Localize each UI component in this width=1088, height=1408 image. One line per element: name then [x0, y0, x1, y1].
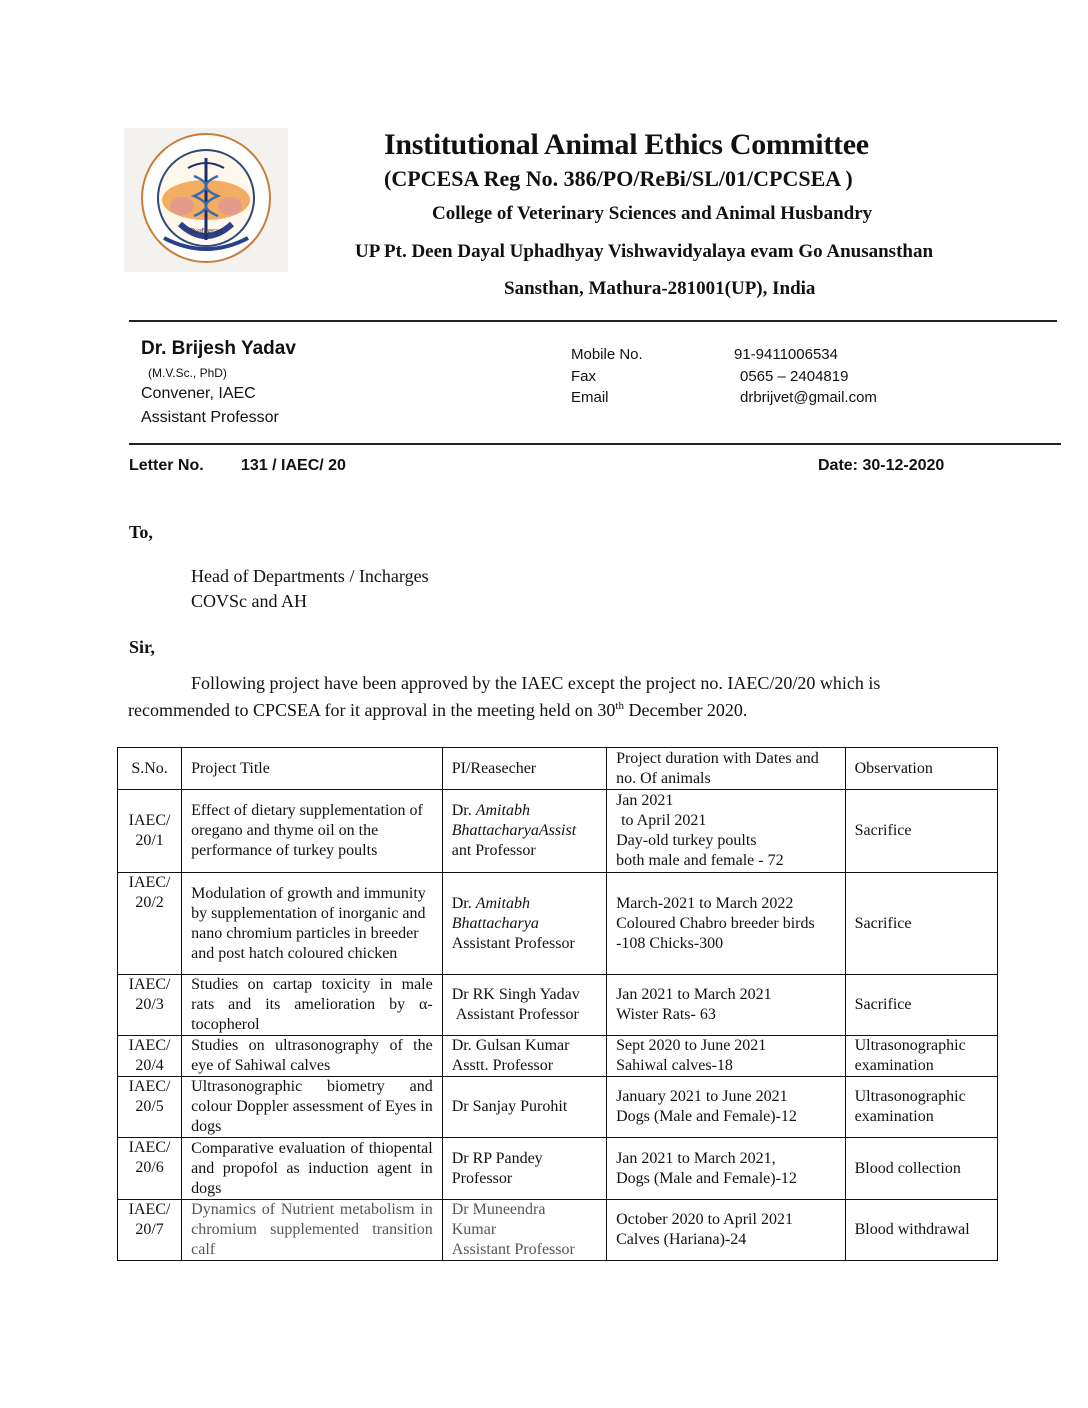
- convener-designation: Assistant Professor: [141, 409, 279, 426]
- pi-line: Professor: [451, 1169, 513, 1187]
- pi-name: Amitabh BhattacharyaAssist: [451, 802, 577, 839]
- convener-name: Dr. Brijesh Yadav: [141, 338, 296, 359]
- contact-divider: [129, 443, 1061, 445]
- cell-observation: Ultrasonographic examination: [845, 1036, 997, 1077]
- duration-line: Coloured Chabro breeder birds -108 Chicks-300: [616, 914, 815, 952]
- duration-line: January 2021 to June 2021: [616, 1088, 788, 1105]
- cell-sno: IAEC/ 20/5: [118, 1077, 182, 1138]
- cell-pi: Dr Sanjay Purohit: [442, 1077, 606, 1138]
- paragraph-text: Following project have been approved by the IAEC except the project no. IAEC/20/20 which is recommended to CPCSEA for it approval in the meeting held on 30: [128, 673, 881, 720]
- header-pi: PI/Reasecher: [442, 748, 606, 790]
- duration-line: Sahiwal calves-18: [616, 1057, 733, 1074]
- convener-qualification: (M.V.Sc., PhD): [148, 366, 227, 380]
- registration-number: (CPCESA Reg No. 386/PO/ReBi/SL/01/CPCSEA ): [384, 166, 853, 191]
- cell-sno: IAEC/ 20/4: [118, 1036, 182, 1077]
- cell-duration: [607, 1138, 846, 1200]
- pi-prefix: Dr.: [451, 894, 476, 912]
- cell-sno: IAEC/ 20/7: [118, 1200, 182, 1261]
- cell-duration: [607, 1036, 846, 1077]
- cell-duration: [607, 975, 846, 1036]
- letter-number: 131 / IAEC/ 20: [241, 457, 346, 474]
- university-address: Sansthan, Mathura-281001(UP), India: [504, 278, 816, 299]
- cell-sno: IAEC/ 20/1: [118, 790, 182, 873]
- pi-line: Dr RP Pandey: [451, 1149, 543, 1167]
- duration-line: Sept 2020 to June 2021: [616, 1037, 767, 1054]
- duration-line: to April 2021: [621, 812, 707, 829]
- salutation: Sir,: [129, 637, 155, 657]
- cell-observation: Ultrasonographic examination: [845, 1077, 997, 1138]
- pi-line: Assistant Professor: [455, 1006, 579, 1023]
- duration-line: Wister Rats- 63: [616, 1006, 716, 1023]
- pi-line: Asstt. Professor: [451, 1057, 554, 1074]
- header-sno: S.No.: [118, 748, 182, 790]
- duration-line: both male and female - 72: [616, 852, 784, 869]
- letter-number-label: Letter No.: [129, 457, 204, 474]
- pi-suffix: ant Professor: [451, 842, 536, 859]
- cell-pi: [442, 873, 606, 975]
- cell-duration: [607, 873, 846, 975]
- cell-sno: IAEC/ 20/3: [118, 975, 182, 1036]
- letter-date: Date: 30-12-2020: [818, 457, 945, 474]
- table-row: [118, 1036, 998, 1077]
- table-row: [118, 975, 998, 1036]
- header-project-title: Project Title: [182, 748, 443, 790]
- cell-project-title: Dynamics of Nutrient metabolism in chromium supplemented transition calf: [182, 1200, 443, 1261]
- addressee-line-2: COVSc and AH: [191, 591, 307, 611]
- pi-line: Assistant Professor: [451, 1241, 575, 1258]
- table-header-row: [118, 748, 998, 790]
- duration-line: Calves (Hariana)-24: [616, 1231, 747, 1248]
- cell-pi: [442, 790, 606, 873]
- cell-observation: Sacrifice: [845, 975, 997, 1036]
- cell-project-title: Studies on ultrasonography of the eye of Sahiwal calves: [182, 1036, 443, 1077]
- cell-pi: [442, 1138, 606, 1200]
- table-row: [118, 1200, 998, 1261]
- cell-pi: [442, 1036, 606, 1077]
- cell-observation: Sacrifice: [845, 873, 997, 975]
- cell-observation: Sacrifice: [845, 790, 997, 873]
- university-name: UP Pt. Deen Dayal Uphadhyay Vishwavidyalaya evam Go Anusansthan: [355, 241, 934, 262]
- ordinal-suffix: th: [615, 700, 624, 712]
- cell-project-title: Modulation of growth and immunity by supplementation of inorganic and nano chromium particles in breeder and post hatch coloured chicken: [182, 873, 443, 975]
- college-name: College of Veterinary Sciences and Animal Husbandry: [432, 203, 873, 224]
- cell-observation: Blood withdrawal: [845, 1200, 997, 1261]
- mobile-label: Mobile No.: [571, 346, 643, 363]
- mobile-number: 91-9411006534: [734, 346, 838, 363]
- table-row: [118, 790, 998, 873]
- duration-line: March-2021 to March 2022: [616, 894, 794, 912]
- duration-line: Jan 2021 to March 2021,: [616, 1149, 776, 1167]
- table-row: [118, 1138, 998, 1200]
- cell-pi: [442, 975, 606, 1036]
- duration-line: Jan 2021: [616, 792, 674, 809]
- cell-sno: IAEC/ 20/6: [118, 1138, 182, 1200]
- cell-project-title: Studies on cartap toxicity in male rats and its amelioration by α-tocopherol: [182, 975, 443, 1036]
- paragraph-text-end: December 2020.: [623, 700, 748, 720]
- cell-duration: [607, 790, 846, 873]
- cell-duration: [607, 1077, 846, 1138]
- duration-line: October 2020 to April 2021: [616, 1211, 793, 1228]
- projects-table: [117, 747, 998, 1261]
- duration-line: Dogs (Male and Female)-12: [616, 1108, 797, 1125]
- addressee-line-1: Head of Departments / Incharges: [191, 566, 429, 586]
- seal-text: विश्वविद्यालय: [189, 228, 223, 236]
- pi-prefix: Dr.: [451, 802, 476, 819]
- pi-line: Dr. Gulsan Kumar: [451, 1037, 570, 1054]
- cell-pi: [442, 1200, 606, 1261]
- header-divider: [129, 320, 1057, 322]
- body-paragraph: [128, 672, 968, 722]
- university-seal-logo: [124, 128, 288, 272]
- pi-line: Dr RK Singh Yadav: [451, 986, 580, 1003]
- convener-role: Convener, IAEC: [141, 385, 256, 402]
- cell-observation: Blood collection: [845, 1138, 997, 1200]
- duration-line: Dogs (Male and Female)-12: [616, 1169, 797, 1187]
- cell-project-title: Comparative evaluation of thiopental and propofol as induction agent in dogs: [182, 1138, 443, 1200]
- duration-line: Jan 2021 to March 2021: [616, 986, 772, 1003]
- fax-number: 0565 – 2404819: [740, 368, 849, 385]
- header-duration: Project duration with Dates and no. Of animals: [607, 748, 846, 790]
- cell-project-title: Ultrasonographic biometry and colour Doppler assessment of Eyes in dogs: [182, 1077, 443, 1138]
- pi-line: Kumar: [451, 1221, 497, 1238]
- table-row: [118, 1077, 998, 1138]
- pi-suffix: Assistant Professor: [451, 934, 575, 952]
- cell-duration: [607, 1200, 846, 1261]
- cell-project-title: Effect of dietary supplementation of oregano and thyme oil on the performance of turkey poults: [182, 790, 443, 873]
- pi-line: Dr Muneendra: [451, 1201, 546, 1218]
- header-observation: Observation: [845, 748, 997, 790]
- pi-name: Amitabh Bhattacharya: [451, 894, 539, 932]
- committee-title: Institutional Animal Ethics Committee: [384, 128, 869, 161]
- duration-line: Day-old turkey poults: [616, 832, 757, 849]
- email-label: Email: [571, 389, 609, 406]
- email-address: drbrijvet@gmail.com: [740, 389, 877, 406]
- to-line: To,: [129, 522, 153, 542]
- cell-sno: IAEC/ 20/2: [118, 873, 182, 975]
- table-row: [118, 873, 998, 975]
- fax-label: Fax: [571, 368, 597, 385]
